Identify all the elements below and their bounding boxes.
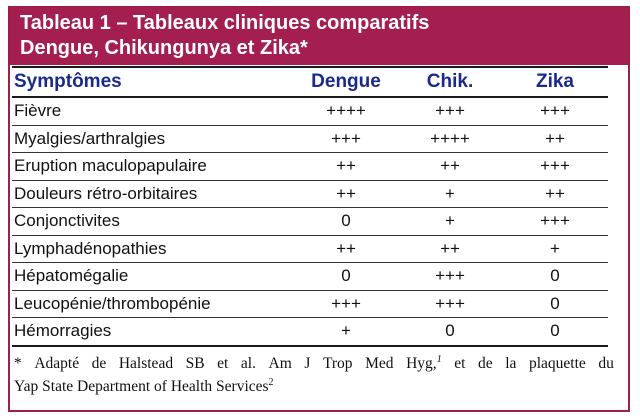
zika-cell: +++ — [502, 153, 608, 181]
table-row — [12, 153, 608, 181]
dengue-cell: +++ — [294, 125, 398, 153]
symptom-cell: Lymphadénopathies — [12, 235, 294, 263]
chik-cell: ++ — [398, 235, 502, 263]
table-row — [12, 318, 608, 346]
footnote-line-2 — [14, 375, 614, 398]
footnote-ref-1: 1 — [436, 354, 442, 365]
symptom-cell: Douleurs rétro-orbitaires — [12, 180, 294, 208]
symptom-cell: Conjonctivites — [12, 208, 294, 236]
footnote-ref-2: 2 — [268, 377, 274, 388]
zika-cell: 0 — [502, 263, 608, 291]
symptom-cell: Leucopénie/thrombopénie — [12, 290, 294, 318]
dengue-cell: ++++ — [294, 97, 398, 125]
title-band — [10, 8, 628, 65]
footnote-word: Halstead — [118, 355, 174, 372]
footnote-source: Yap State Department of Health Services — [14, 378, 269, 395]
footnote-word: J — [304, 355, 311, 372]
header-chik: Chik. — [398, 67, 502, 97]
footnote-word: Adapté — [34, 355, 80, 372]
zika-cell: 0 — [502, 290, 608, 318]
dengue-cell: 0 — [294, 263, 398, 291]
footnote-word: al. — [240, 355, 256, 372]
footnote-word: la — [505, 355, 517, 372]
footnote-word: SB — [185, 355, 205, 372]
footnote — [14, 352, 614, 398]
table-row — [12, 180, 608, 208]
chik-cell: ++ — [398, 153, 502, 181]
footnote-word: Trop — [322, 355, 353, 372]
header-symptoms: Symptômes — [12, 67, 294, 97]
symptom-cell: Hépatomégalie — [12, 263, 294, 291]
symptom-cell: Myalgies/arthralgies — [12, 125, 294, 153]
symptom-cell: Eruption maculopapulaire — [12, 153, 294, 181]
table-row — [12, 263, 608, 291]
chik-cell: 0 — [398, 318, 502, 346]
title-line-2: Dengue, Chikungunya et Zika* — [20, 37, 308, 59]
clinical-table — [12, 66, 608, 347]
zika-cell: +++ — [502, 97, 608, 125]
footnote-word: et — [454, 355, 466, 372]
footnote-word: * — [14, 355, 22, 372]
dengue-cell: ++ — [294, 180, 398, 208]
zika-cell: ++ — [502, 180, 608, 208]
footnote-word: de — [91, 355, 107, 372]
chik-cell: + — [398, 208, 502, 236]
table-row — [12, 97, 608, 125]
footnote-word: Med — [365, 355, 394, 372]
zika-cell: ++ — [502, 125, 608, 153]
dengue-cell: ++ — [294, 153, 398, 181]
footnote-word: Am — [268, 355, 292, 372]
table-row — [12, 290, 608, 318]
table-row — [12, 235, 608, 263]
header-zika: Zika — [502, 67, 608, 97]
header-dengue: Dengue — [294, 67, 398, 97]
footnote-word: de — [478, 355, 493, 372]
zika-cell: + — [502, 235, 608, 263]
chik-cell: +++ — [398, 97, 502, 125]
chik-cell: ++++ — [398, 125, 502, 153]
chik-cell: +++ — [398, 263, 502, 291]
header-row — [12, 67, 608, 97]
table-row — [12, 208, 608, 236]
dengue-cell: + — [294, 318, 398, 346]
chik-cell: +++ — [398, 290, 502, 318]
footnote-word: Hyg, — [406, 355, 437, 372]
dengue-cell: +++ — [294, 290, 398, 318]
dengue-cell: 0 — [294, 208, 398, 236]
zika-cell: 0 — [502, 318, 608, 346]
table-row — [12, 125, 608, 153]
symptom-cell: Fièvre — [12, 97, 294, 125]
chik-cell: + — [398, 180, 502, 208]
zika-cell: +++ — [502, 208, 608, 236]
footnote-word-with-sup — [406, 352, 442, 375]
footnote-word: plaquette — [528, 355, 586, 372]
footnote-word: du — [598, 355, 614, 372]
footnote-word: et — [217, 355, 229, 372]
title-line-1: Tableau 1 – Tableaux cliniques comparatifs — [20, 12, 430, 34]
footnote-line-1 — [14, 352, 614, 375]
symptom-cell: Hémorragies — [12, 318, 294, 346]
dengue-cell: ++ — [294, 235, 398, 263]
